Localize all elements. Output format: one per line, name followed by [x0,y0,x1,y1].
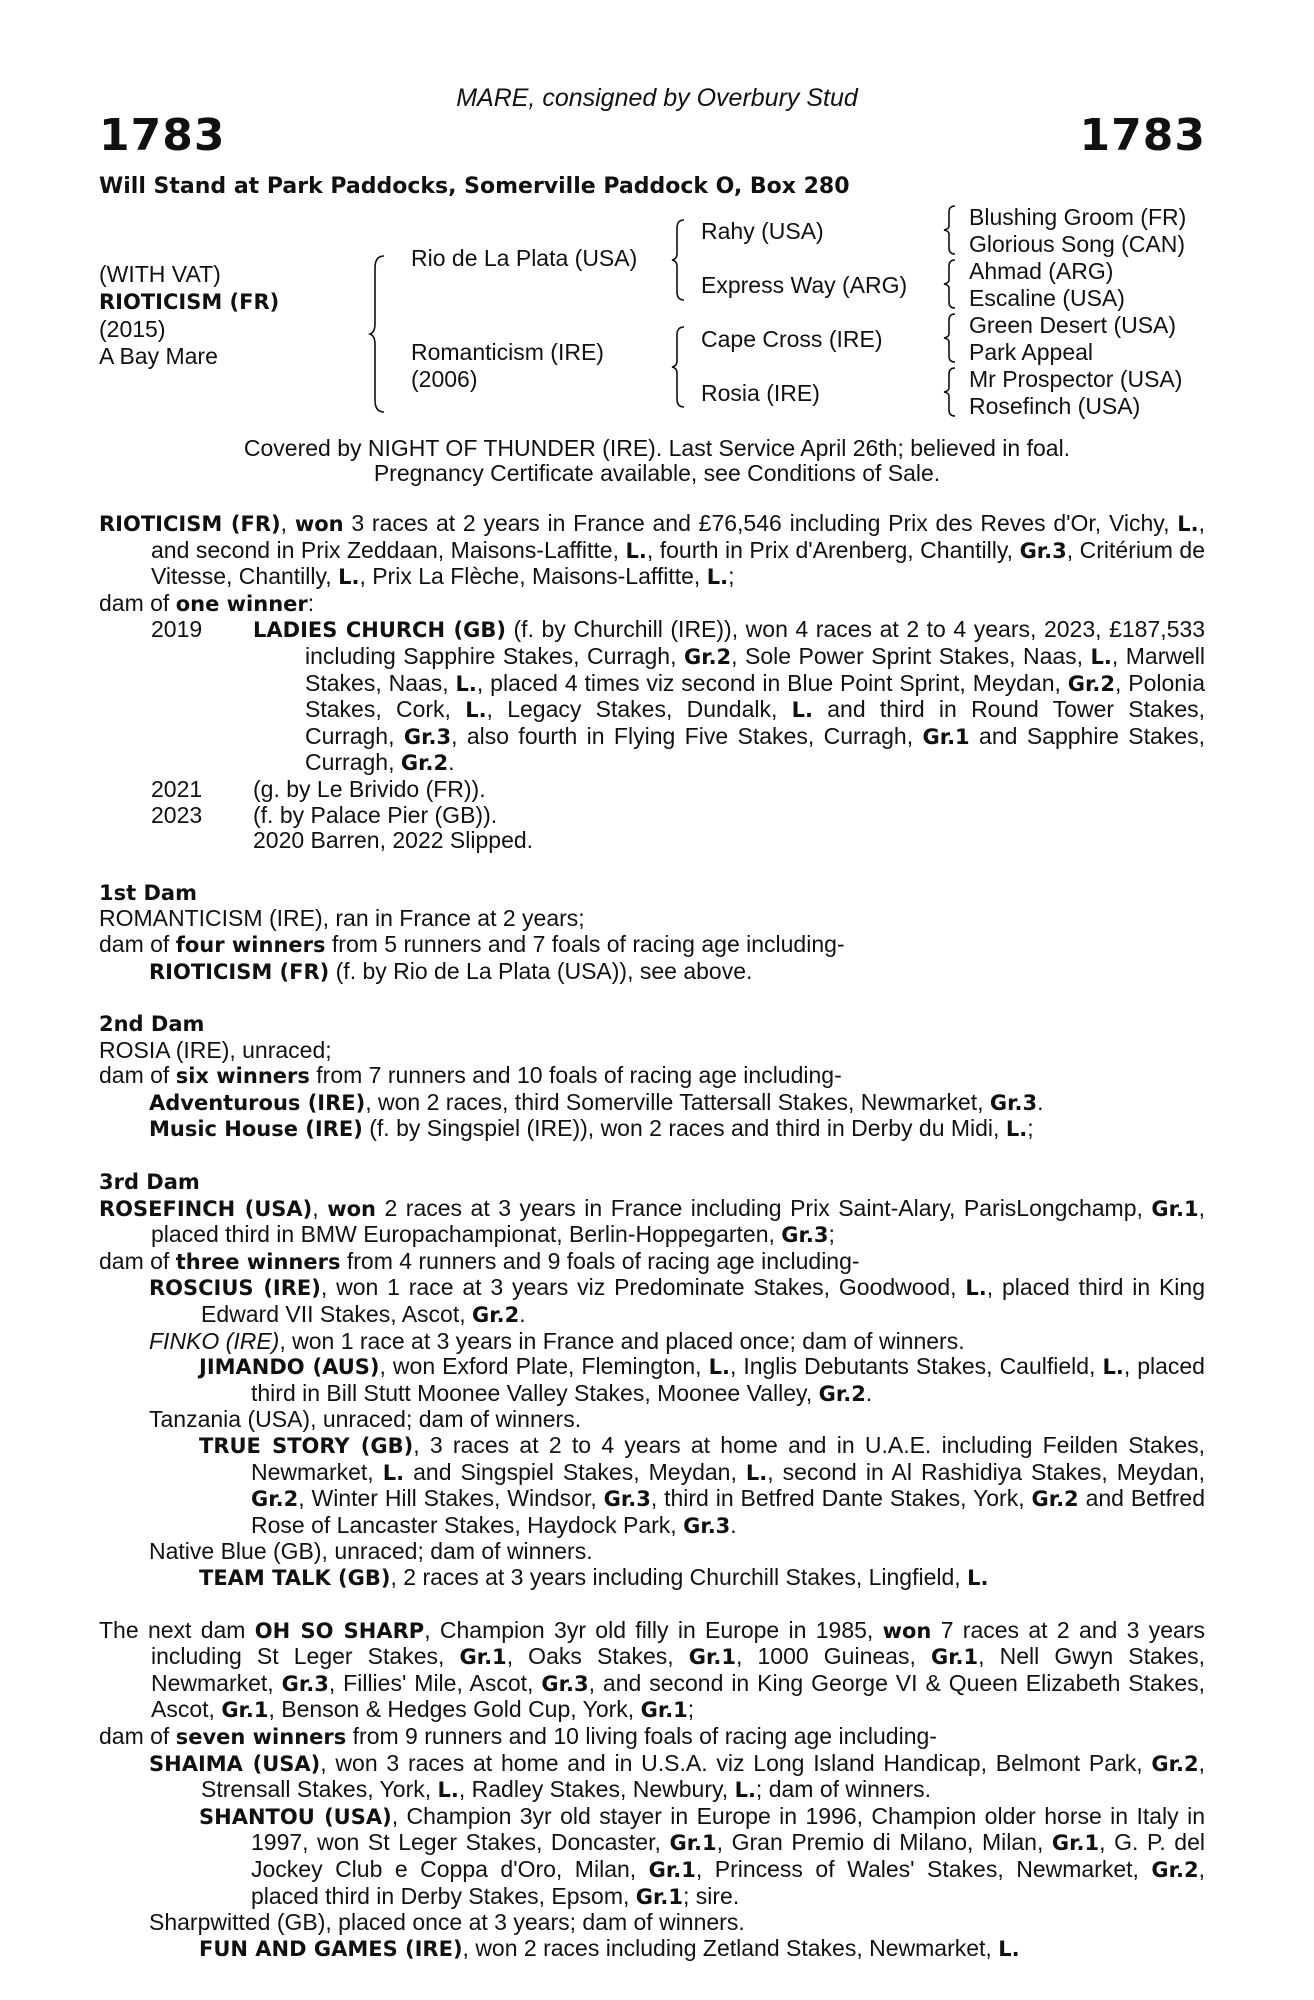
t: and Singspiel Stakes, Meydan, [404,1458,746,1485]
third-dam-grandproduce [99,1354,1205,1407]
t: L. [791,698,813,723]
t: ; sire. [683,1882,740,1909]
covering-line-2: Pregnancy Certificate available, see Conditions of Sale. [373,460,941,486]
third-dam-produce [99,1329,1205,1355]
t: dam of [99,1247,176,1274]
t: , Strensall Stakes, York, [201,1749,1205,1803]
t: L. [1102,1355,1124,1380]
second-dam-produce [99,1090,1205,1117]
third-dam-produce: Native Blue (GB), unraced; dam of winners. [149,1538,593,1565]
t: L. [465,698,487,723]
t: , [312,1194,328,1221]
t: The next dam [99,1616,255,1643]
t: 3 races at 2 years in France and £76,546 including Prix des Reves d'Or, Vichy, [343,510,1178,536]
pedigree-dam-dam: Rosia (IRE) [701,380,820,406]
next-dam-produce [99,1751,1205,1804]
catalogue-body [99,511,1205,1962]
produce-2021 [99,777,1205,803]
t: , Radley Stakes, Newbury, [458,1776,735,1803]
t: TEAM TALK (GB) [199,1565,391,1590]
vat-note: (WITH VAT) [99,261,221,287]
t: , G. P. del Jockey Club e Coppa d'Oro, Milan, [251,1829,1205,1882]
t: Gr.1 [635,1884,683,1909]
t: four winners [175,932,326,957]
pedigree-sire-dam: Express Way (ARG) [701,272,908,298]
pedigree-ssd: Glorious Song (CAN) [969,231,1186,257]
t: Gr.1 [922,724,970,749]
pedigree-sds: Ahmad (ARG) [969,258,1114,284]
t: Gr.1 [1151,1196,1199,1221]
t: JIMANDO (AUS) [199,1355,380,1380]
t: , won 1 race at 3 years in France and placed once; dam of winners. [279,1327,965,1354]
t: , Sole Power Sprint Stakes, Naas, [731,642,1091,669]
t: , Inglis Debutants Stakes, Caulfield, [729,1353,1103,1380]
t: L. [708,1355,730,1380]
second-dam-record: ROSIA (IRE), unraced; [99,1036,332,1063]
produce-year: 2023 [151,801,203,828]
t: , 2 races at 3 years including Churchill Stakes, Lingfield, [390,1563,968,1590]
t: Gr.2 [1031,1487,1079,1512]
t: L. [967,1565,989,1590]
t: dam of [99,930,176,957]
t: RIOTICISM (FR) [149,959,330,984]
t: (f. by Churchill (IRE)), won 4 races at 2 to 4 years, 2023, £187,533 including Sapphire Stakes, Curragh, [305,616,1205,669]
t: dam of [99,589,176,616]
t: Gr.1 [640,1698,688,1723]
t: SHANTOU (USA) [199,1804,392,1829]
next-dam-produce: Sharpwitted (GB), placed once at 3 years; dam of winners. [149,1909,745,1936]
second-dam-dam-of [99,1063,1205,1090]
t: Gr.1 [1051,1831,1100,1856]
horse-year: (2015) [99,316,166,342]
t: won [882,1618,932,1643]
t: , won 2 races, third Somerville Tattersall Stakes, Newmarket, [365,1088,990,1115]
t: , placed 4 times viz second in Blue Point Sprint, Meydan, [476,669,1068,696]
brace-sd [944,258,958,310]
t: . [730,1511,737,1538]
produce-year: 2021 [151,775,203,802]
t: Gr.3 [683,1513,731,1538]
brace-horse [370,254,390,414]
t: , Winter Hill Stakes, Windsor, [298,1485,604,1512]
t: Gr.2 [1067,671,1115,696]
t: Gr.3 [403,724,452,749]
horse-name-text: RIOTICISM (FR) [99,290,280,314]
brace-ss [944,204,958,256]
t: ; [828,1221,835,1248]
third-dam-heading [99,1169,1205,1196]
t: . [519,1301,526,1328]
brace-dd [944,366,958,418]
t: OH SO SHARP [254,1618,425,1643]
t: L. [338,565,360,590]
lot-number-right: 1783 [1079,110,1206,161]
t: Gr.2 [472,1303,520,1328]
t: from 4 runners and 9 foals of racing age including- [340,1247,860,1274]
t: , Gran Premio di Milano, Milan, [716,1829,1052,1856]
t: 1st Dam [99,880,197,905]
t: FUN AND GAMES (IRE) [199,1936,463,1961]
t: L. [745,1460,768,1485]
t: , won 3 races at home and in U.S.A. viz Long Island Handicap, Belmont Park, [320,1749,1152,1776]
next-dam-grandproduce [99,1804,1205,1910]
pedigree-sire-sire: Rahy (USA) [701,218,824,244]
t: Music House (IRE) [149,1117,363,1142]
t: ROSCIUS (IRE) [149,1276,321,1301]
t: L. [382,1460,405,1485]
t: dam of [99,1722,176,1749]
t: Gr.2 [1151,1751,1199,1776]
mare-dam-of [99,591,1205,618]
t: , Champion 3yr old filly in Europe in 1985, [424,1616,883,1643]
third-dam-grandproduce [99,1433,1205,1539]
t: , Critérium de Vitesse, Chantilly, [151,536,1205,590]
t: three winners [175,1249,341,1274]
produce-details [253,617,1205,777]
t: ; [728,563,735,590]
t: SHAIMA (USA) [149,1751,321,1776]
pedigree-sdd: Escaline (USA) [969,285,1125,311]
t: , Marwell Stakes, Naas, [305,642,1206,696]
t: , placed third in King Edward VII Stakes, Ascot, [201,1274,1205,1328]
t: , placed third in Bill Stutt Moonee Valley Stakes, Moonee Valley, [251,1353,1205,1406]
t: from 7 runners and 10 foals of racing age including- [309,1062,842,1089]
t: L. [734,1778,756,1803]
t: L. [455,671,477,696]
horse-name [99,288,279,316]
t: won [327,1196,376,1221]
t: , 1000 Guineas, [736,1643,931,1670]
t: Gr.3 [989,1090,1038,1115]
t: and Sapphire Stakes, Curragh, [305,722,1205,776]
first-dam-heading [99,880,1205,907]
pedigree-ddd: Rosefinch (USA) [969,393,1141,419]
brace-sire [672,218,688,302]
pedigree-dsd: Park Appeal [969,339,1094,365]
next-dam-dam-of [99,1724,1205,1751]
first-dam-dam-of [99,932,1205,959]
t: L. [1177,512,1199,536]
pedigree-sire: Rio de La Plata (USA) [411,245,638,271]
pedigree-horse [99,261,279,370]
stabling-location: Will Stand at Park Paddocks, Somerville Paddock O, Box 280 [99,174,850,199]
t: . [448,749,455,776]
t: Gr.2 [818,1381,866,1406]
t: won [294,512,344,536]
produce-2019 [99,617,1205,777]
t: , won Exford Plate, Flemington, [379,1353,709,1380]
t: one winner [175,591,308,616]
t: L. [1005,1117,1028,1142]
t: , 3 races at 2 to 4 years at home and in U.A.E. including Feilden Stakes, Newmarket, [251,1432,1206,1485]
t: (f. by Rio de La Plata (USA)), see above. [329,957,753,984]
t: , placed third in BMW Europachampionat, Berlin-Hoppegarten, [151,1194,1205,1248]
third-dam-dam-of [99,1249,1205,1276]
next-dam-record [99,1618,1205,1724]
t: , Benson & Hedges Gold Cup, York, [268,1696,641,1723]
third-dam-produce: Tanzania (USA), unraced; dam of winners. [149,1406,582,1433]
brace-ds [944,312,958,364]
t: L. [998,1936,1020,1961]
dam-year: (2006) [411,366,478,392]
t: L. [625,538,647,563]
t: L. [706,565,729,590]
t: ; [1027,1115,1034,1142]
t: Gr.1 [648,1857,696,1882]
third-dam-produce [99,1275,1205,1328]
t: Gr.1 [669,1831,717,1856]
t: ; [687,1696,695,1723]
t: 2 races at 3 years in France including Prix Saint-Alary, ParisLongchamp, [375,1194,1152,1221]
pedigree-third-generation [969,204,1186,420]
t: from 9 runners and 10 living foals of racing age including- [346,1722,937,1749]
produce-details: (g. by Le Brivido (FR)). [253,775,486,802]
t: , won 1 race at 3 years viz Predominate Stakes, Goodwood, [320,1274,966,1301]
t: , third in Betfred Dante Stakes, York, [650,1485,1032,1512]
lot-number-left: 1783 [99,110,226,161]
third-dam-record [99,1196,1205,1249]
pedigree-sss: Blushing Groom (FR) [969,204,1187,230]
t: Gr.3 [541,1671,589,1696]
t: , Princess of Wales' Stakes, Newmarket, [695,1855,1152,1882]
produce-details: (f. by Palace Pier (GB)). [253,801,498,828]
t: , placed third in Derby Stakes, Epsom, [251,1855,1205,1909]
produce-2023 [99,803,1205,829]
t: . [1037,1088,1044,1115]
t: , second in Al Rashidiya Stakes, Meydan, [767,1458,1205,1485]
t: LADIES CHURCH (GB) [253,618,506,643]
t: Gr.2 [1151,1857,1199,1882]
t: Gr.3 [1019,538,1067,563]
t: , won 2 races including Zetland Stakes, Newmarket, [462,1934,999,1961]
t: from 5 runners and 7 foals of racing age including- [325,930,845,957]
pedigree-dds: Mr Prospector (USA) [969,366,1183,392]
pedigree-dam-sire: Cape Cross (IRE) [701,326,883,352]
brace-dam [672,325,688,409]
t: . [865,1379,873,1406]
t: , and second in King George VI & Queen Elizabeth Stakes, Ascot, [151,1669,1205,1723]
t: L. [1090,644,1112,669]
first-dam-produce [99,959,1205,986]
t: Gr.3 [281,1671,329,1696]
third-dam-grandproduce [99,1565,1205,1592]
t: L. [965,1276,987,1301]
t: Gr.3 [603,1487,651,1512]
t: seven winners [175,1724,347,1749]
second-dam-heading [99,1011,1205,1038]
t: FINKO (IRE) [149,1327,280,1354]
t: , and second in Prix Zeddaan, Maisons-Laffitte, [151,510,1206,563]
t: RIOTICISM (FR) [99,512,281,536]
pedigree-dss: Green Desert (USA) [969,312,1177,338]
t: , Champion 3yr old stayer in Europe in 1996, Champion older horse in Italy in 1997, won St Leger Stakes, Doncaster, [251,1802,1205,1856]
t: ROSEFINCH (USA) [99,1196,313,1221]
t: and third in Round Tower Stakes, Curragh, [305,696,1206,749]
second-dam-produce [99,1116,1205,1143]
t: , Polonia Stakes, Cork, [305,669,1205,723]
produce-barren: 2020 Barren, 2022 Slipped. [253,827,534,854]
t: Adventurous (IRE) [149,1090,366,1115]
t: Gr.1 [459,1645,507,1670]
t: (f. by Singspiel (IRE)), won 2 races and third in Derby du Midi, [362,1115,1006,1142]
t: , [280,510,295,536]
dam-name: Romanticism (IRE) [411,339,604,365]
t: dam of [99,1062,176,1089]
t: , Fillies' Mile, Ascot, [328,1669,542,1696]
t: Gr.2 [251,1487,299,1512]
t: TRUE STORY (GB) [199,1434,414,1458]
consignor-line: MARE, consigned by Overbury Stud [456,84,858,112]
t: 2nd Dam [99,1012,205,1037]
t: , Oaks Stakes, [506,1643,689,1670]
t: ; dam of winners. [755,1776,932,1803]
covering-note [0,436,1314,486]
t: Gr.2 [400,751,449,776]
t: , also fourth in Flying Five Stakes, Curragh, [451,722,923,749]
next-dam-grandproduce [99,1936,1205,1963]
mare-record [99,511,1205,591]
t: : [307,589,315,616]
pedigree-dam [411,339,604,393]
t: , fourth in Prix d'Arenberg, Chantilly, [646,536,1020,563]
t: , Nell Gwyn Stakes, Newmarket, [151,1643,1205,1696]
t: and Betfred Rose of Lancaster Stakes, Haydock Park, [251,1485,1205,1538]
t: Gr.1 [221,1698,269,1723]
horse-description: A Bay Mare [99,343,218,369]
t: Gr.1 [688,1645,736,1670]
t: six winners [175,1064,310,1089]
first-dam-record: ROMANTICISM (IRE), ran in France at 2 years; [99,905,585,932]
t: , Legacy Stakes, Dundalk, [486,696,792,723]
t: L. [437,1778,459,1803]
t: Gr.3 [781,1223,829,1248]
t: Gr.1 [930,1645,979,1670]
t: 7 races at 2 and 3 years including St Leger Stakes, [151,1616,1205,1670]
t: Gr.2 [683,644,732,669]
covering-line-1: Covered by NIGHT OF THUNDER (IRE). Last Service April 26th; believed in foal. [243,435,1071,461]
t: 3rd Dam [99,1170,200,1195]
produce-year: 2019 [151,616,203,643]
t: , Prix La Flèche, Maisons-Laffitte, [359,563,707,590]
